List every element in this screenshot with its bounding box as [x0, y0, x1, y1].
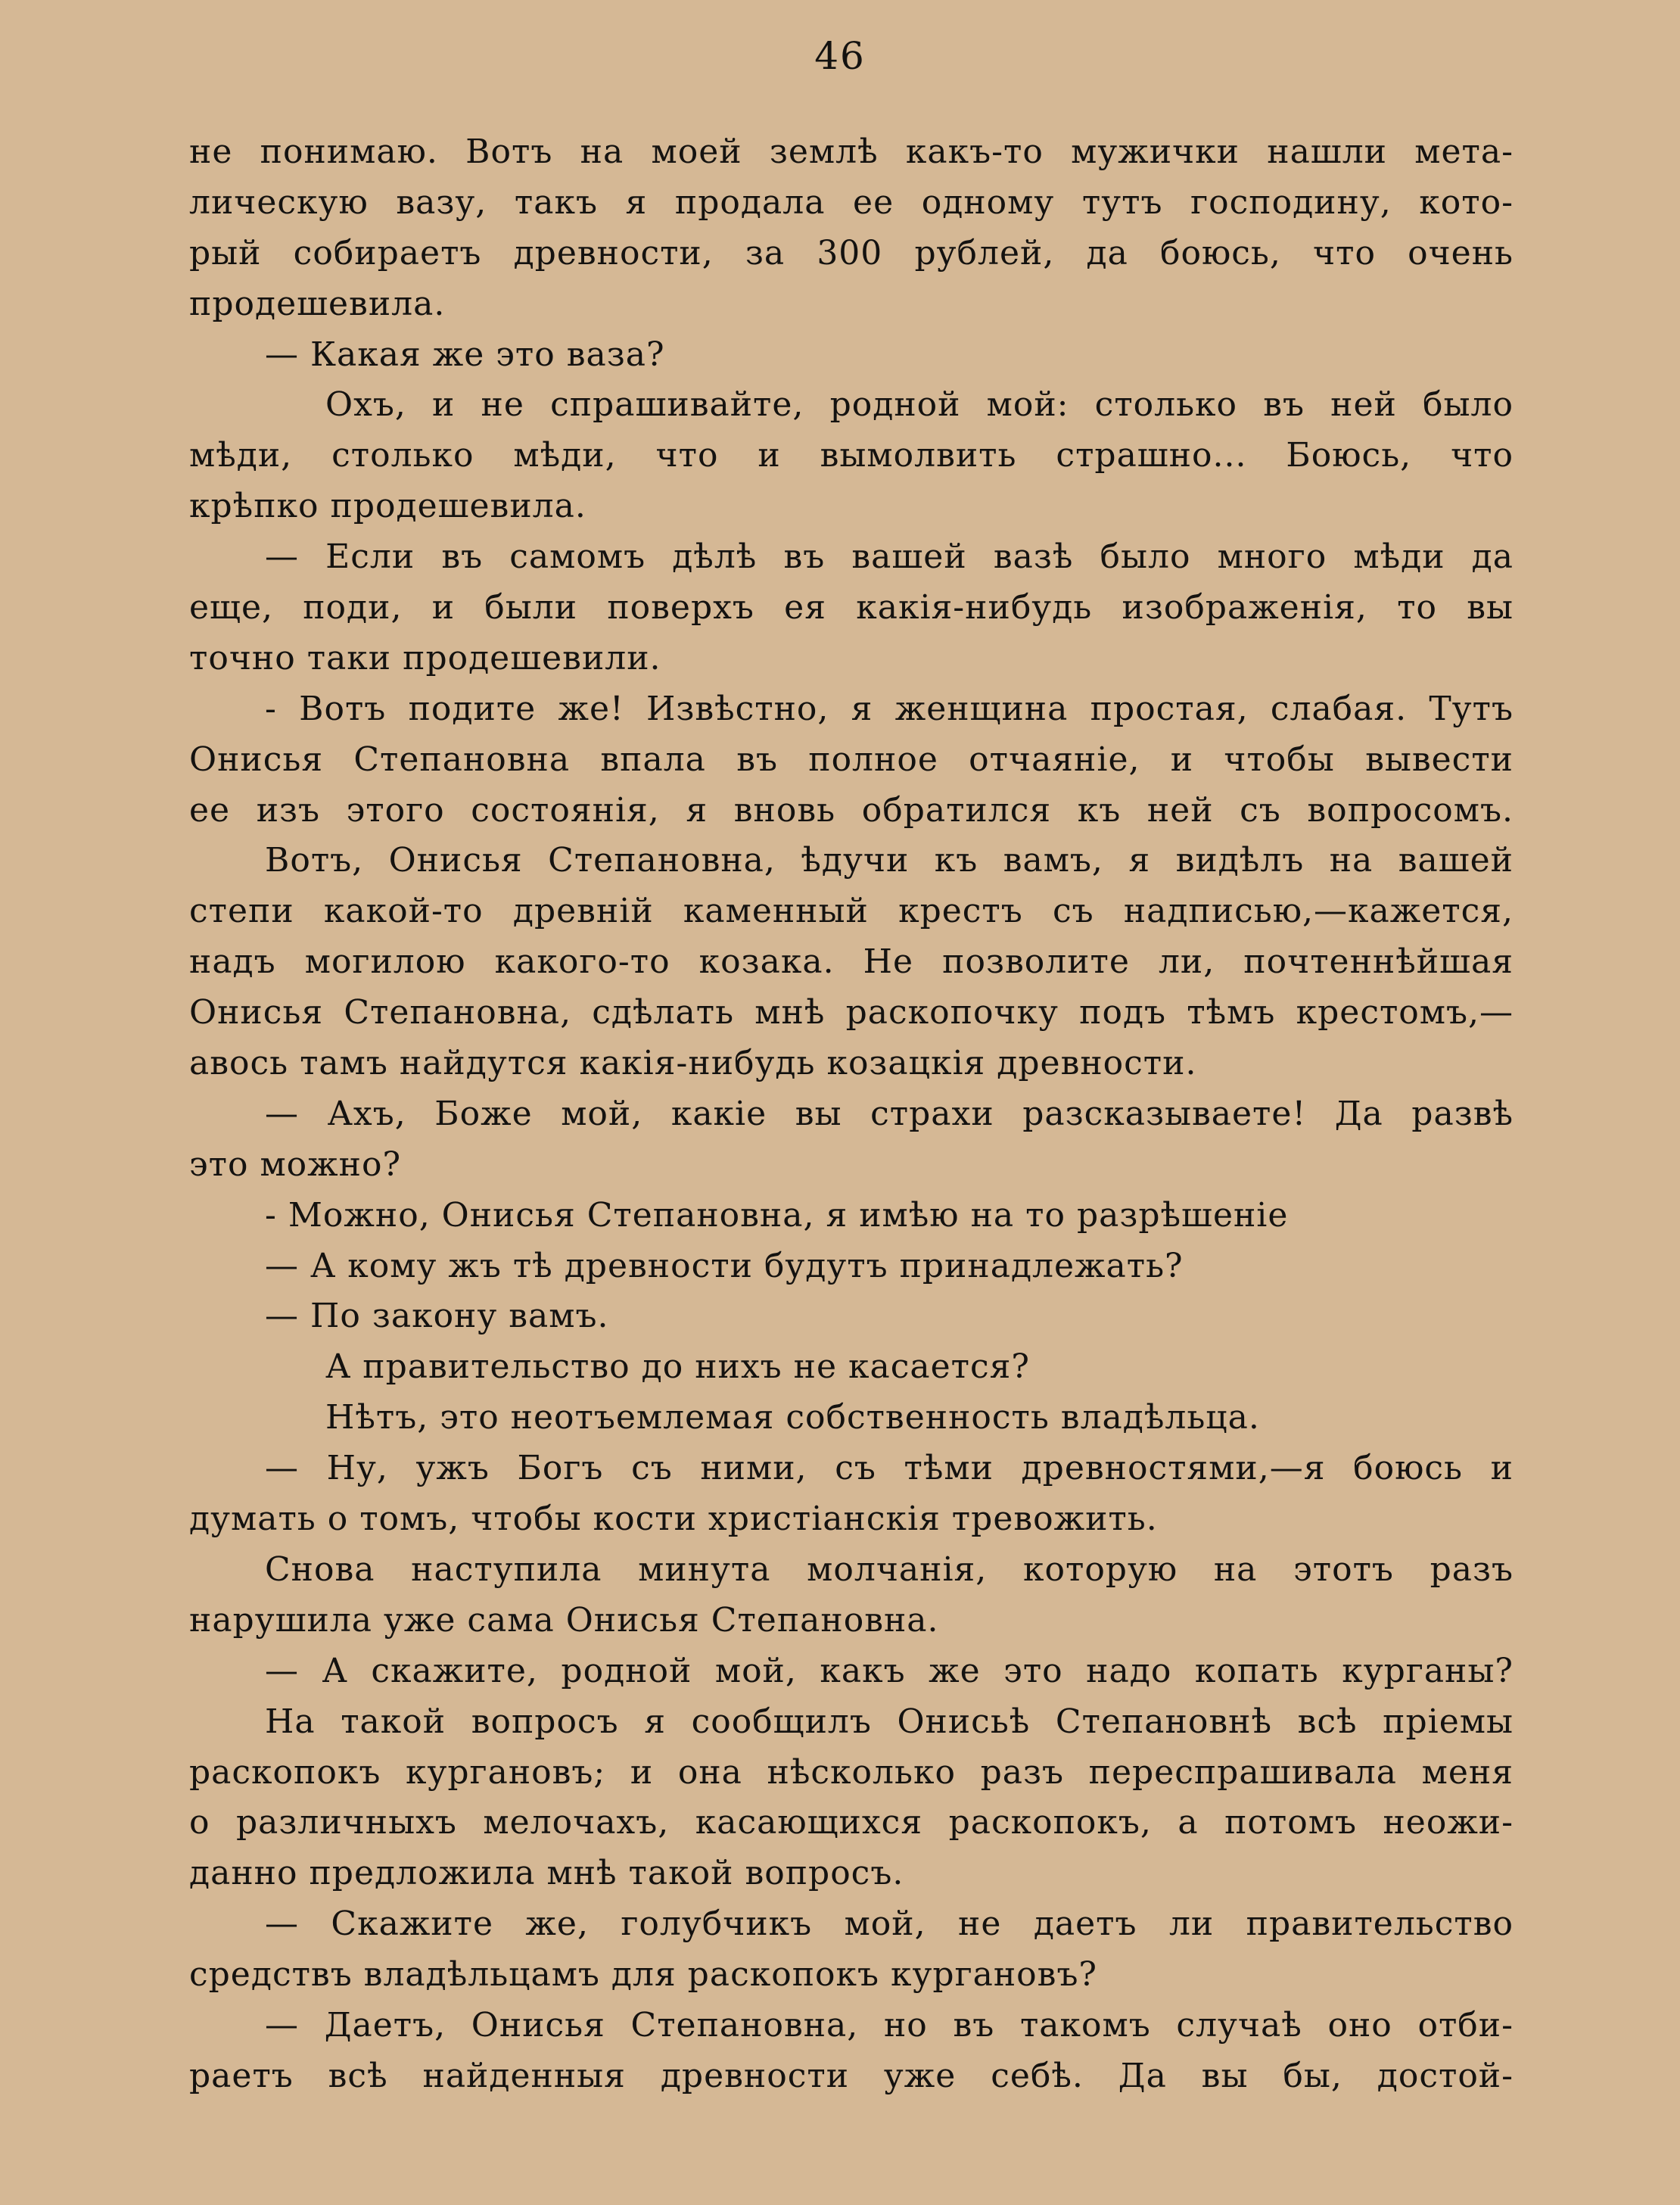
text-line: Снова наступила минута молчанія, которую на этотъ разъ	[265, 1549, 1514, 1589]
text-line: Охъ, и не спрашивайте, родной мой: столько въ ней было	[325, 385, 1514, 425]
text-line: Вотъ, Онисья Степановна, ѣдучи къ вамъ, я видѣлъ на вашей	[265, 841, 1514, 880]
text-line: ее изъ этого состоянія, я вновь обратился къ ней съ вопросомъ.	[189, 790, 1514, 830]
text-line: — Какая же это ваза?	[265, 335, 665, 374]
text-line: авось тамъ найдутся какія-нибудь козацкія древности.	[189, 1044, 1197, 1083]
text-line: — А скажите, родной мой, какъ же это надо копать курганы?	[265, 1651, 1514, 1690]
text-line: — По закону вамъ.	[265, 1297, 609, 1336]
text-line: о различныхъ мелочахъ, касающихся раскопокъ, а потомъ неожи-	[189, 1803, 1514, 1842]
text-line: это можно?	[189, 1145, 402, 1184]
text-line: крѣпко продешевила.	[189, 487, 586, 526]
text-line: точно таки продешевили.	[189, 638, 661, 677]
text-line: нарушила уже сама Онисья Степановна.	[189, 1600, 939, 1640]
text-line: — Даетъ, Онисья Степановна, но въ такомъ случаѣ оно отби-	[265, 2005, 1514, 2045]
page-number: 46	[814, 34, 866, 78]
body-text	[189, 127, 1514, 2102]
text-line: думать о томъ, чтобы кости христіанскія тревожить.	[189, 1500, 1158, 1539]
text-line: раскопокъ кургановъ; и она нѣсколько разъ переспрашивала меня	[189, 1752, 1514, 1792]
text-line: Нѣтъ, это неотъемлемая собственность владѣльца.	[325, 1398, 1260, 1437]
text-line: Онисья Степановна впала въ полное отчаяніе, и чтобы вывести	[189, 740, 1514, 779]
text-line: степи какой-то древній каменный крестъ съ надписью,—кажется,	[189, 892, 1514, 931]
text-line: раетъ всѣ найденныя древности уже себѣ. Да вы бы, достой-	[189, 2056, 1514, 2095]
text-line: мѣди, столько мѣди, что и вымолвить страшно... Боюсь, что	[189, 436, 1514, 475]
text-line: рый собираетъ древности, за 300 рублей, да боюсь, что очень	[189, 233, 1514, 273]
text-line: - Можно, Онисья Степановна, я имѣю на то разрѣшеніе	[265, 1195, 1289, 1235]
text-line: средствъ владѣльцамъ для раскопокъ кургановъ?	[189, 1955, 1098, 1995]
text-line: - Вотъ подите же! Извѣстно, я женщина простая, слабая. Тутъ	[265, 689, 1514, 728]
text-line: На такой вопросъ я сообщилъ Онисьѣ Степановнѣ всѣ пріемы	[265, 1702, 1514, 1741]
text-line: — А кому жъ тѣ древности будутъ принадлежать?	[265, 1246, 1184, 1285]
text-line: данно предложила мнѣ такой вопросъ.	[189, 1854, 904, 1893]
text-line: Онисья Степановна, сдѣлать мнѣ раскопочку подъ тѣмъ крестомъ,—	[189, 993, 1514, 1032]
text-line: — Скажите же, голубчикъ мой, не даетъ ли правительство	[265, 1904, 1514, 1944]
text-line: еще, поди, и были поверхъ ея какія-нибудь изображенія, то вы	[189, 588, 1514, 628]
text-line: — Ахъ, Боже мой, какіе вы страхи разсказываете! Да развѣ	[265, 1094, 1514, 1133]
text-line: надъ могилою какого-то козака. Не позволите ли, почтеннѣйшая	[189, 942, 1514, 982]
text-line: продешевила.	[189, 284, 446, 323]
text-line: лическую вазу, такъ я продала ее одному тутъ господину, кото-	[189, 182, 1514, 222]
text-line: — Если въ самомъ дѣлѣ въ вашей вазѣ было много мѣди да	[265, 537, 1514, 577]
text-line: — Ну, ужъ Богъ съ ними, съ тѣми древностями,—я боюсь и	[265, 1449, 1514, 1488]
text-line: не понимаю. Вотъ на моей землѣ какъ-то мужички нашли мета-	[189, 132, 1514, 171]
text-line: А правительство до нихъ не касается?	[325, 1347, 1030, 1387]
